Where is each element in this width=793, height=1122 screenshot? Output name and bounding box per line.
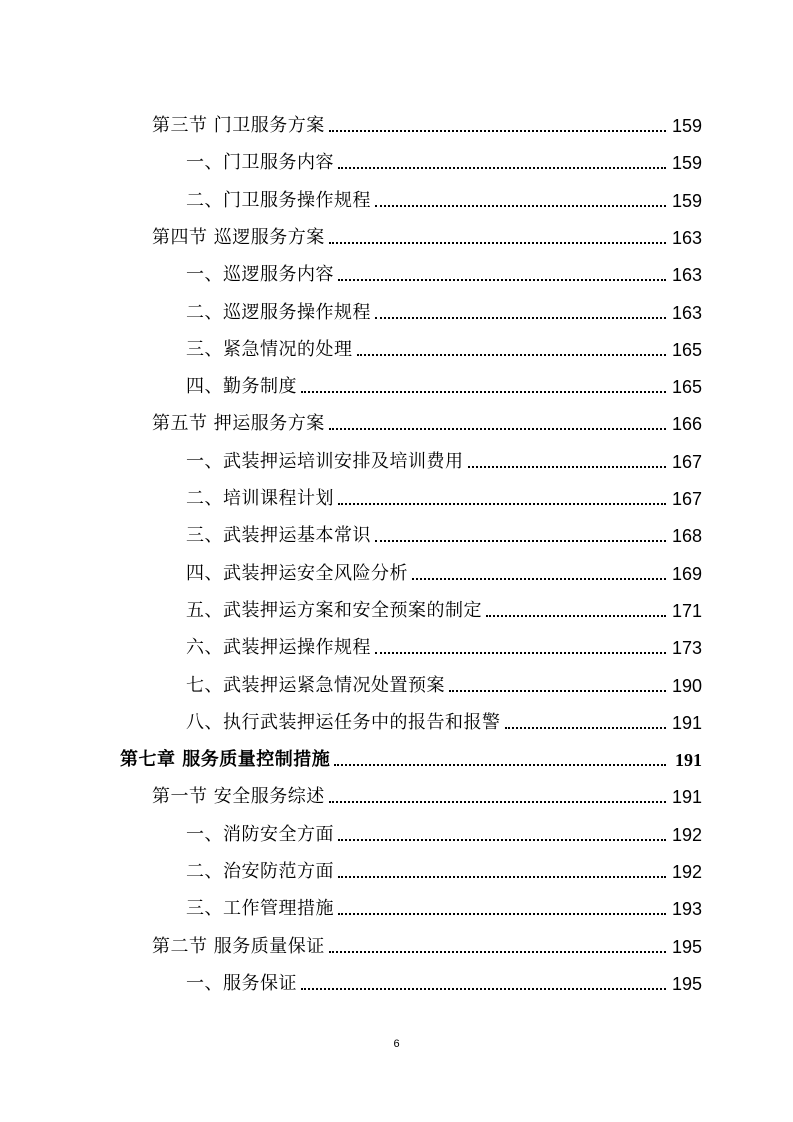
dot-leader — [329, 130, 666, 132]
toc-entry[interactable] — [0, 398, 793, 435]
dot-leader — [329, 801, 666, 803]
toc-entry-title: 第二节 服务质量保证 — [152, 935, 325, 957]
toc-entry-title: 第三节 门卫服务方案 — [152, 115, 325, 136]
page-number: 6 — [393, 1038, 400, 1050]
toc-entry-page: 192 — [671, 862, 702, 882]
toc-entry-page: 173 — [671, 638, 702, 659]
toc-entry-page: 159 — [671, 116, 702, 136]
dot-leader — [338, 913, 666, 915]
toc-entry[interactable] — [0, 958, 793, 995]
toc-entry[interactable] — [0, 510, 793, 547]
toc-entry-page: 167 — [671, 489, 702, 509]
toc-entry-page: 163 — [671, 265, 702, 286]
dot-leader — [375, 652, 666, 654]
toc-entry-title: 七、武装押运紧急情况处置预案 — [186, 674, 445, 696]
toc-entry-title: 六、武装押运操作规程 — [186, 637, 371, 659]
dot-leader — [486, 615, 666, 617]
dot-leader — [338, 279, 666, 281]
toc-entry-title: 一、消防安全方面 — [186, 823, 334, 845]
toc-entry-page: 192 — [671, 824, 702, 845]
toc-entry-title: 三、武装押运基本常识 — [186, 525, 371, 547]
toc-entry-page: 167 — [671, 451, 702, 472]
dot-leader — [334, 764, 666, 766]
dot-leader — [449, 690, 666, 692]
toc-entry-title: 四、勤务制度 — [186, 376, 297, 398]
dot-leader — [301, 391, 666, 393]
toc-entry-title: 二、培训课程计划 — [186, 488, 334, 509]
toc-entry[interactable] — [0, 622, 793, 659]
toc-entry-page: 195 — [671, 973, 702, 994]
toc-entry[interactable] — [0, 548, 793, 585]
toc-entry-title: 三、工作管理措施 — [186, 898, 334, 920]
dot-leader — [329, 428, 666, 430]
toc-entry-title: 一、服务保证 — [186, 972, 297, 994]
toc-entry-title: 二、巡逻服务操作规程 — [186, 301, 371, 323]
toc-entry-page: 190 — [671, 675, 702, 696]
toc-entry-page: 169 — [671, 563, 702, 584]
toc-entry[interactable] — [0, 436, 793, 473]
toc-entry-title: 一、门卫服务内容 — [186, 152, 334, 174]
dot-leader — [357, 354, 667, 356]
toc-entry-title: 二、治安防范方面 — [186, 861, 334, 882]
toc-entry-title: 四、武装押运安全风险分析 — [186, 562, 408, 584]
toc-entry-title: 第五节 押运服务方案 — [152, 413, 325, 435]
toc-entry[interactable] — [0, 324, 793, 361]
dot-leader — [375, 317, 666, 319]
toc-entry[interactable] — [0, 809, 793, 846]
toc-entry-page: 191 — [671, 712, 702, 733]
toc-entry-title: 二、门卫服务操作规程 — [186, 189, 371, 211]
toc-entry-page: 195 — [671, 936, 702, 957]
toc-entry[interactable] — [0, 137, 793, 174]
dot-leader — [329, 951, 666, 953]
dot-leader — [468, 466, 667, 468]
toc-entry-title: 八、执行武装押运任务中的报告和报警 — [186, 711, 501, 733]
toc-entry-page: 163 — [671, 227, 702, 248]
toc-entry[interactable] — [0, 846, 793, 883]
toc-entry-title: 五、武装押运方案和安全预案的制定 — [186, 599, 482, 621]
dot-leader — [412, 578, 666, 580]
toc-entry-page: 191 — [671, 787, 702, 808]
dot-leader — [375, 205, 666, 207]
toc-entry-title: 三、紧急情况的处理 — [186, 338, 353, 360]
toc-entry[interactable] — [0, 585, 793, 622]
toc-entry[interactable] — [0, 921, 793, 958]
dot-leader — [338, 167, 666, 169]
toc-entry[interactable] — [0, 287, 793, 324]
toc-entry-title: 第一节 安全服务综述 — [152, 786, 325, 808]
toc-entry[interactable] — [0, 883, 793, 920]
toc-entry[interactable] — [0, 212, 793, 249]
dot-leader — [338, 876, 666, 878]
toc-entry-page: 163 — [671, 302, 702, 323]
dot-leader — [329, 242, 666, 244]
toc-entry-page: 191 — [675, 750, 702, 771]
dot-leader — [375, 540, 666, 542]
toc-entry[interactable] — [0, 697, 793, 734]
toc-entry[interactable] — [0, 734, 793, 771]
toc-entry[interactable] — [0, 771, 793, 808]
toc-entry-page: 165 — [671, 377, 702, 398]
toc-entry-title: 一、武装押运培训安排及培训费用 — [186, 450, 464, 472]
toc-entry-page: 159 — [671, 190, 702, 211]
toc-entry[interactable] — [0, 361, 793, 398]
toc-entry[interactable] — [0, 660, 793, 697]
dot-leader — [338, 503, 666, 505]
toc-entry-page: 168 — [671, 526, 702, 547]
toc-entry[interactable] — [0, 249, 793, 286]
toc-entry-title: 第四节 巡逻服务方案 — [152, 226, 325, 248]
toc-entry-page: 171 — [671, 600, 702, 621]
toc-entry-title: 一、巡逻服务内容 — [186, 264, 334, 286]
dot-leader — [301, 988, 666, 990]
toc-entry-page: 166 — [671, 414, 702, 435]
toc-entry[interactable] — [0, 100, 793, 137]
dot-leader — [505, 727, 667, 729]
toc-entry-page: 159 — [671, 153, 702, 174]
toc-entry-title: 第七章 服务质量控制措施 — [120, 749, 331, 771]
toc-entry[interactable] — [0, 473, 793, 510]
toc-entry[interactable] — [0, 175, 793, 212]
dot-leader — [338, 839, 666, 841]
toc-entry-page: 193 — [671, 899, 702, 920]
toc-entry-page: 165 — [671, 339, 702, 360]
